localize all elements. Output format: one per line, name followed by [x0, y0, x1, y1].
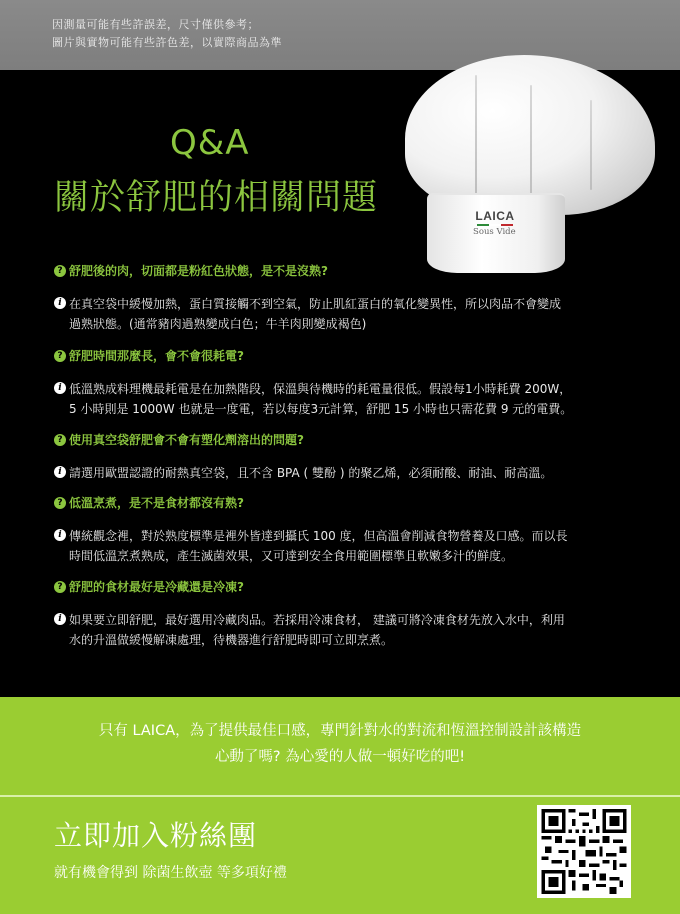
question-icon: ?	[54, 497, 66, 509]
laica-logo	[475, 209, 515, 237]
disclaimer-text	[52, 16, 282, 52]
answer-line: 5 小時則是 1000W 也就是一度電，若以每度3元計算，舒肥 15 小時也只需花費 9 元的電費。	[69, 402, 573, 416]
question-icon: ?	[54, 434, 66, 446]
chef-hat-image	[395, 55, 655, 270]
promo-line-2: 心動了嗎? 為心愛的人做一頓好吃的吧!	[214, 749, 466, 765]
faq-question	[54, 578, 644, 596]
answer-line: 時間低溫烹煮熟成，產生滅菌效果，又可達到安全食用範圍標準且軟嫩多汁的鮮度。	[69, 549, 514, 563]
answer-line: 水的升溫做緩慢解凍處理，待機器進行舒肥時即可立即烹煮。	[69, 633, 394, 647]
answer-line: 在真空袋中緩慢加熱，蛋白質接觸不到空氣，防止肌紅蛋白的氧化變異性，所以肉品不會變成	[69, 297, 562, 311]
question-text: 舒肥的食材最好是冷藏還是冷凍?	[69, 580, 244, 594]
qa-label: Q&A	[170, 123, 250, 163]
faq-question	[54, 347, 644, 365]
chef-hat-band	[427, 193, 565, 273]
faq-answer	[54, 610, 644, 650]
question-icon: ?	[54, 265, 66, 277]
info-icon: i	[54, 382, 66, 394]
disclaimer-line-1: 因測量可能有些許誤差，尺寸僅供參考；	[52, 18, 259, 31]
faq-answer	[54, 526, 644, 566]
promo-text	[0, 718, 680, 770]
banner-divider	[0, 795, 680, 797]
faq-question	[54, 431, 644, 449]
qr-code-icon	[541, 809, 627, 894]
answer-line: 如果要立即舒肥，最好選用冷藏肉品。若採用冷凍食材， 建議可將冷凍食材先放入水中，利用	[69, 613, 565, 627]
hat-fold	[590, 100, 592, 190]
question-text: 使用真空袋舒肥會不會有塑化劑溶出的問題?	[69, 433, 304, 447]
join-fanpage-subtitle: 就有機會得到 除菌生飲壺 等多項好禮	[54, 865, 287, 881]
question-icon: ?	[54, 581, 66, 593]
page-title: 關於舒肥的相關問題	[54, 178, 379, 218]
laica-brand: LAICA	[475, 209, 515, 223]
info-icon: i	[54, 466, 66, 478]
qr-code[interactable]	[537, 805, 631, 898]
faq-answer	[54, 463, 644, 483]
answer-line: 低溫熟成料理機最耗電是在加熱階段，保溫與待機時的耗電量很低。假設每1小時耗費 200W，	[69, 382, 572, 396]
faq-question	[54, 262, 644, 280]
faq-answer	[54, 294, 644, 334]
info-icon: i	[54, 613, 66, 625]
italian-flag-stripe	[477, 224, 513, 226]
answer-line: 傳統觀念裡，對於熟度標準是裡外皆達到攝氏 100 度，但高溫會削減食物營養及口感。而以長	[69, 529, 568, 543]
answer-line: 過熟狀態。(通常豬肉過熟變成白色；牛羊肉則變成褐色)	[69, 317, 367, 331]
hat-fold	[475, 75, 477, 195]
faq-answer	[54, 379, 644, 419]
disclaimer-line-2: 圖片與實物可能有些許色差，以實際商品為準	[52, 36, 282, 49]
info-icon: i	[54, 297, 66, 309]
info-icon: i	[54, 529, 66, 541]
question-icon: ?	[54, 350, 66, 362]
join-fanpage-title[interactable]: 立即加入粉絲團	[54, 819, 258, 852]
answer-line: 請選用歐盟認證的耐熱真空袋，且不含 BPA ( 雙酚 ) 的聚乙烯，必須耐酸、耐油、耐高溫。	[69, 466, 553, 480]
hat-fold	[530, 85, 532, 205]
question-text: 舒肥時間那麼長，會不會很耗電?	[69, 349, 244, 363]
question-text: 低溫烹煮，是不是食材都沒有熟?	[69, 496, 244, 510]
question-text: 舒肥後的肉，切面都是粉紅色狀態，是不是沒熟?	[69, 264, 328, 278]
sous-vide-label: Sous Vide	[473, 227, 516, 237]
faq-list	[54, 262, 644, 650]
faq-question	[54, 494, 644, 512]
promo-line-1: 只有 LAICA，為了提供最佳口感，專門針對水的對流和恆溫控制設計該構造	[98, 723, 582, 739]
